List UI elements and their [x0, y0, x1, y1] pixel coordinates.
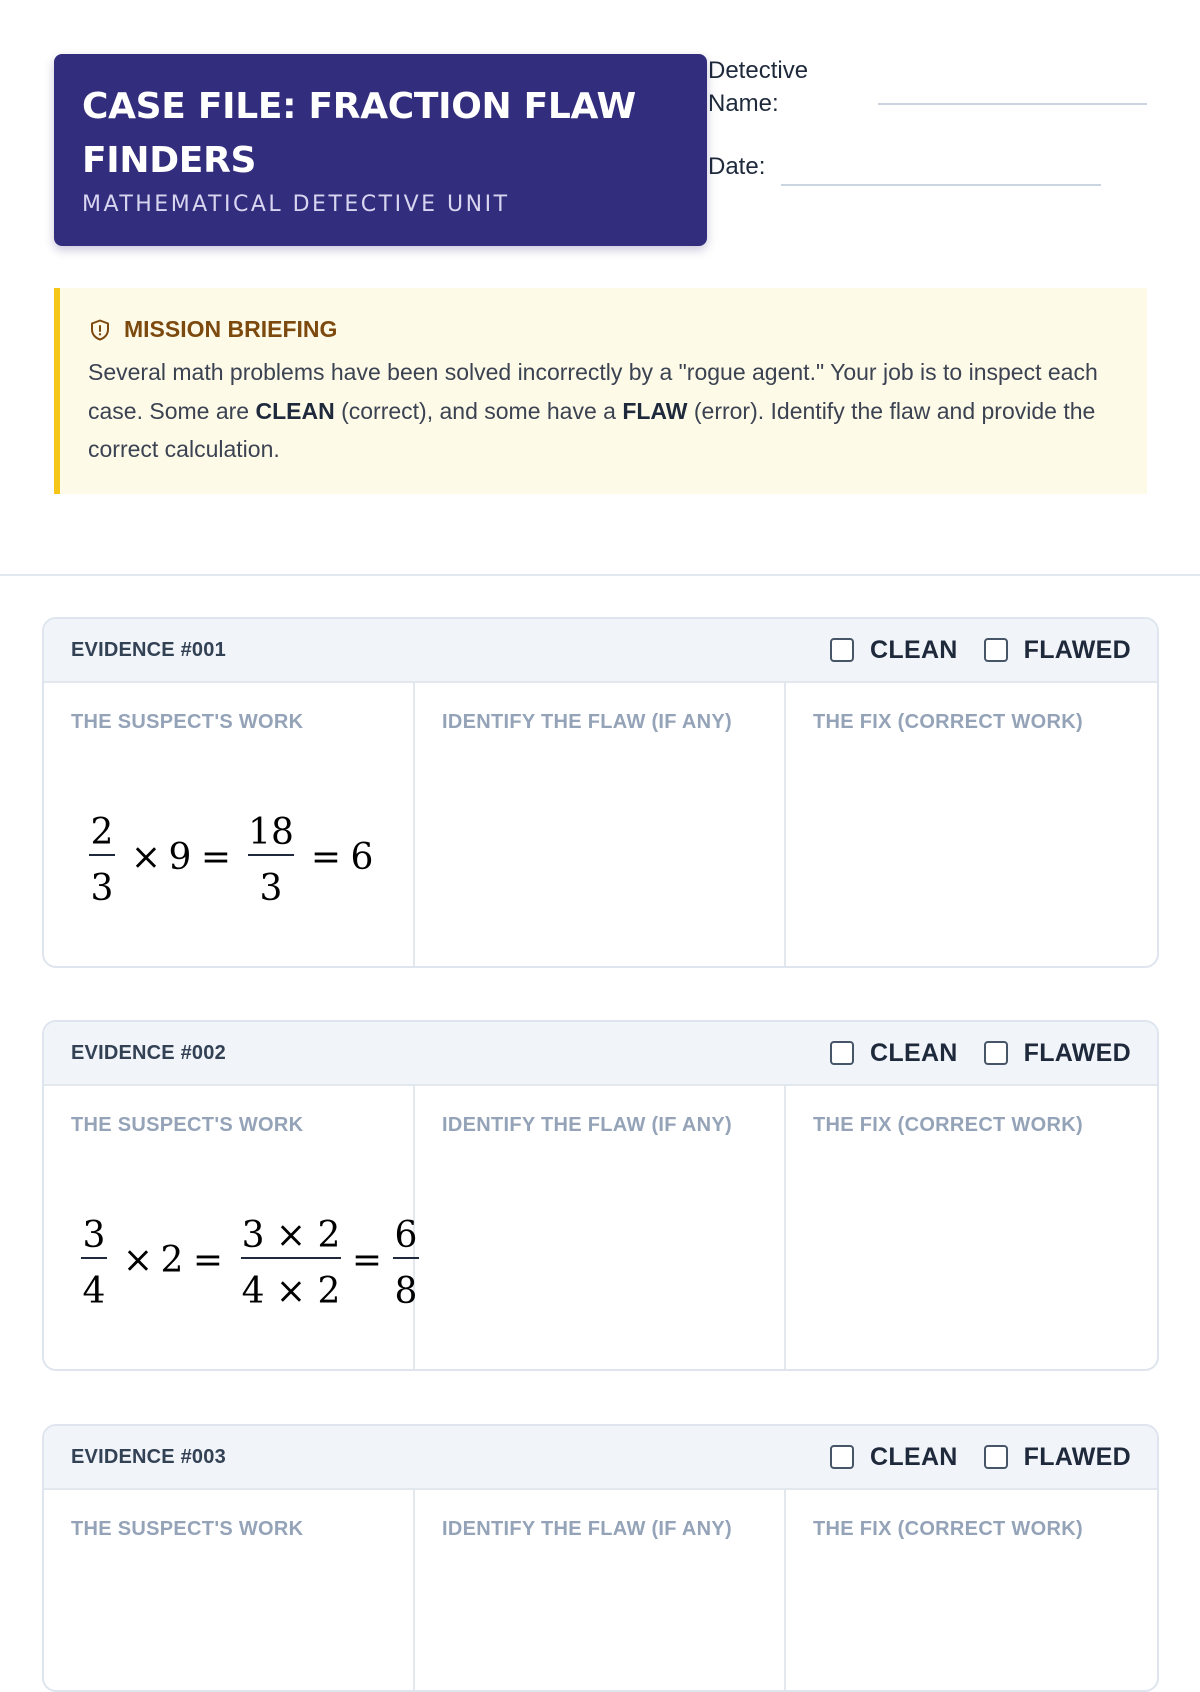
clean-checkbox[interactable] [830, 1445, 854, 1469]
svg-text:=: = [200, 837, 232, 878]
svg-text:8: 8 [394, 1271, 418, 1312]
svg-text:=: = [351, 1240, 383, 1281]
svg-text:3: 3 [82, 1215, 106, 1256]
date-label: Date: [708, 153, 766, 180]
fix-label: THE FIX (CORRECT WORK) [813, 711, 1083, 733]
page-subtitle: MATHEMATICAL DETECTIVE UNIT [82, 192, 510, 217]
fix-label: THE FIX (CORRECT WORK) [813, 1114, 1083, 1136]
clean-option[interactable]: CLEAN [830, 1443, 958, 1472]
fix-column[interactable] [786, 683, 1157, 966]
svg-text:6: 6 [394, 1215, 418, 1256]
flawed-option[interactable]: FLAWED [984, 1039, 1131, 1068]
page-title: CASE FILE: FRACTION FLAW FINDERS [82, 86, 636, 181]
svg-text:9: 9 [168, 837, 192, 878]
clean-checkbox[interactable] [830, 1041, 854, 1065]
identify-flaw-column[interactable] [415, 1086, 786, 1369]
flawed-checkbox[interactable] [984, 1041, 1008, 1065]
svg-text:3 × 2: 3 × 2 [241, 1215, 341, 1256]
clean-checkbox[interactable] [830, 638, 854, 662]
svg-text:×: × [122, 1240, 154, 1281]
svg-text:4: 4 [82, 1271, 106, 1312]
evidence-card-002 [42, 1020, 1159, 1371]
briefing-text: Several math problems have been solved incorrectly by a "rogue agent." Your job is to inspect each case. Some are CLEAN (correct), and some have a FLAW (error). Identify the flaw and provide the correct calculation. [88, 359, 1098, 462]
clean-option[interactable]: CLEAN [830, 636, 958, 665]
detective-name-field[interactable] [878, 103, 1147, 105]
section-divider [0, 574, 1200, 576]
identify-flaw-column[interactable] [415, 1490, 786, 1690]
fix-column[interactable] [786, 1086, 1157, 1369]
evidence-title: EVIDENCE #002 [71, 1041, 226, 1064]
shield-icon [88, 318, 112, 342]
suspect-equation [72, 811, 402, 911]
evidence-title: EVIDENCE #003 [71, 1445, 226, 1468]
evidence-card-001 [42, 617, 1159, 968]
svg-text:3: 3 [259, 868, 283, 909]
svg-text:18: 18 [248, 812, 294, 853]
evidence-card-003 [42, 1424, 1159, 1692]
identify-flaw-label: IDENTIFY THE FLAW (IF ANY) [442, 1518, 733, 1540]
svg-text:2: 2 [90, 812, 114, 853]
svg-text:6: 6 [350, 837, 374, 878]
flawed-checkbox[interactable] [984, 1445, 1008, 1469]
detective-name-label: Detective Name: [708, 57, 809, 117]
mission-briefing [54, 288, 1147, 494]
suspects-work-column [44, 1490, 415, 1690]
date-field[interactable] [781, 184, 1101, 186]
svg-text:=: = [310, 837, 342, 878]
briefing-heading: MISSION BRIEFING [124, 316, 338, 342]
svg-text:×: × [130, 837, 162, 878]
identify-flaw-label: IDENTIFY THE FLAW (IF ANY) [442, 1114, 733, 1136]
case-file-header [54, 54, 707, 246]
svg-text:2: 2 [160, 1240, 184, 1281]
suspects-work-column [44, 683, 415, 966]
identify-flaw-column[interactable] [415, 683, 786, 966]
fix-label: THE FIX (CORRECT WORK) [813, 1518, 1083, 1540]
flawed-checkbox[interactable] [984, 638, 1008, 662]
suspects-work-label: THE SUSPECT'S WORK [71, 1518, 304, 1540]
identify-flaw-label: IDENTIFY THE FLAW (IF ANY) [442, 711, 733, 733]
suspects-work-column [44, 1086, 418, 1369]
suspects-work-label: THE SUSPECT'S WORK [71, 711, 304, 733]
suspects-work-label: THE SUSPECT'S WORK [71, 1114, 304, 1136]
svg-text:3: 3 [90, 868, 114, 909]
evidence-title: EVIDENCE #001 [71, 638, 226, 661]
flawed-option[interactable]: FLAWED [984, 1443, 1131, 1472]
flawed-option[interactable]: FLAWED [984, 636, 1131, 665]
suspect-equation [64, 1214, 418, 1314]
fix-column[interactable] [786, 1490, 1157, 1690]
svg-text:=: = [192, 1240, 224, 1281]
svg-text:4 × 2: 4 × 2 [241, 1271, 341, 1312]
clean-option[interactable]: CLEAN [830, 1039, 958, 1068]
